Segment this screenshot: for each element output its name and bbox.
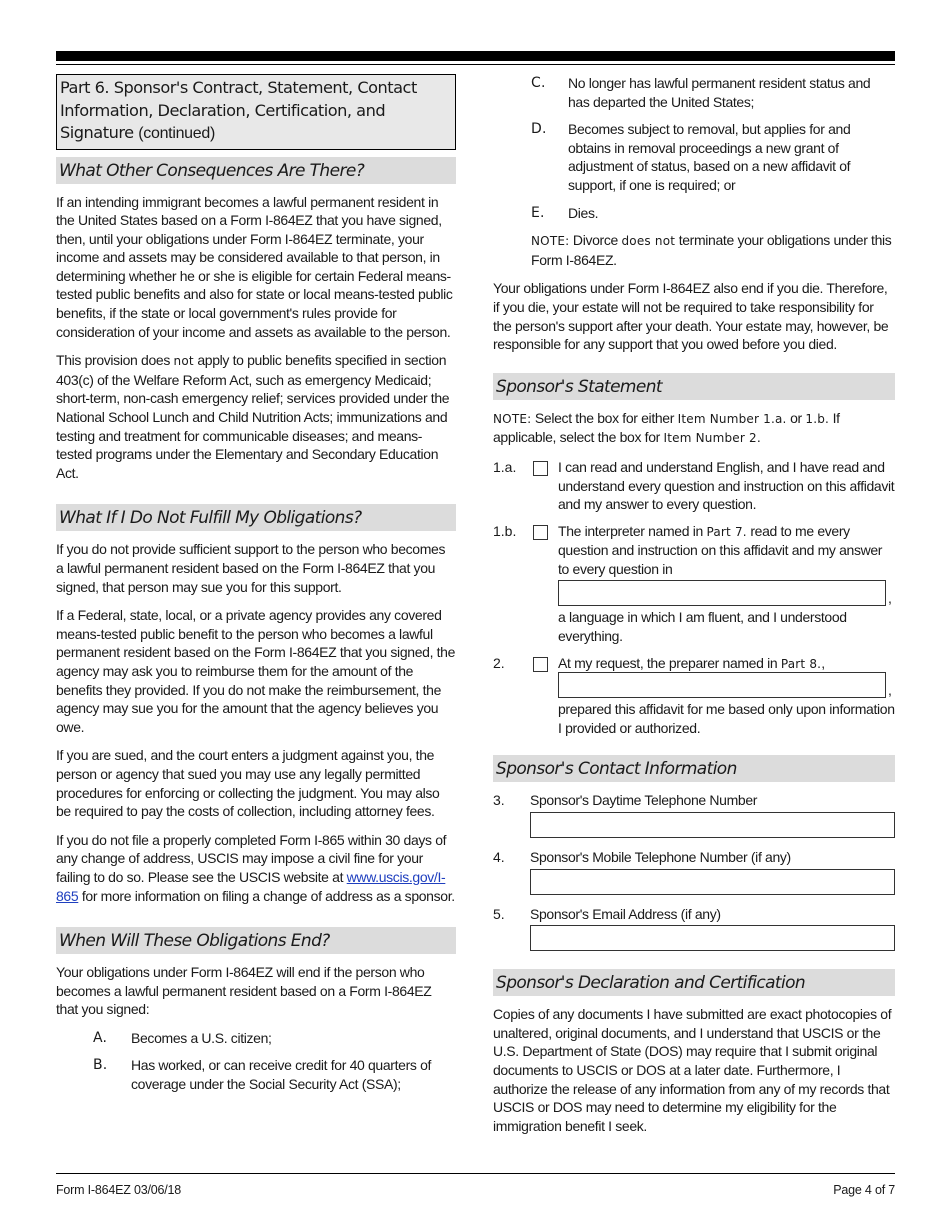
part-header-continued: (continued) (138, 125, 215, 142)
section-heading-end: When Will These Obligations End? (56, 927, 456, 954)
paragraph: If you are sued, and the court enters a judgment against you, the person or agency that sued you may use any legally permitted procedures for enforcing or collecting the judgment. You may also be required to pay the costs of collection, including attorney fees. (56, 747, 440, 820)
contact-item-3: 3. Sponsor's Daytime Telephone Number (493, 791, 895, 838)
footer-page-number: Page 4 of 7 (833, 1183, 895, 1197)
checkbox-2[interactable] (533, 657, 548, 672)
list-item: B. Has worked, or can receive credit for 40 quarters of coverage under the Social Security Act (SSA); (93, 1057, 432, 1093)
item-1a: 1.a. I can read and understand English, and I have read and understand every question and instruction on this affidavit and my answer to every question. (493, 458, 895, 513)
part-header-title: Part 6. Sponsor's Contract, Statement, Contact Information, Declaration, Certification, and Signature (60, 78, 417, 142)
note-divorce: NOTE: Divorce does not terminate your obligations under this Form I-864EZ. (531, 232, 892, 268)
paragraph: Your obligations under Form I-864EZ will end if the person who becomes a lawful permanent resident based on a Form I-864EZ that you signed: (56, 964, 432, 1018)
email-input[interactable] (530, 925, 895, 951)
paragraph: Copies of any documents I have submitted are exact photocopies of unaltered, original documents, and I understand that USCIS or the U.S. Department of State (DOS) may require that I submit original documents to USCIS or DOS at a later date. Furthermore, I authorize the release of any information from any of my records that USCIS or DOS may need to determine my eligibility for the immigration benefit I seek. (493, 1006, 892, 1134)
section-heading-statement: Sponsor's Statement (493, 373, 895, 400)
checkbox-1b[interactable] (533, 525, 548, 540)
section-heading-contact: Sponsor's Contact Information (493, 755, 895, 782)
daytime-phone-input[interactable] (530, 812, 895, 838)
footer-rule (56, 1173, 895, 1174)
paragraph: If you do not file a properly completed Form I-865 within 30 days of any change of address, USCIS may impose a civil fine for your failing to do so. Please see the USCIS website at www.uscis.gov/I-865 for more information on filing a change of address as a sponsor. (56, 831, 455, 904)
list-item: C. No longer has lawful permanent resident status and has departed the United States; (531, 75, 871, 110)
right-column (493, 74, 895, 1145)
section-heading-declaration: Sponsor's Declaration and Certification (493, 969, 895, 996)
mobile-phone-input[interactable] (530, 869, 895, 895)
item-1b: 1.b. The interpreter named in Part 7. read to me every question and instruction on this affidavit and my answer to every question in , a language in which I am fluent, and I understood everything. (493, 522, 892, 645)
statement-note: NOTE: Select the box for either Item Number 1.a. or 1.b. If applicable, select the box for Item Number 2. (493, 409, 840, 446)
left-column (56, 74, 456, 1103)
list-item: E. Dies. (531, 204, 599, 221)
paragraph: If an intending immigrant becomes a lawful permanent resident in the United States based on a Form I-864EZ that you have signed, then, until your obligations under Form I-864EZ terminate, your income and assets may be considered available to that person, in determining whether he or she is eligible for certain Federal means-tested public benefits and also for state or local means-tested public benefits, if the state or local government's rules provide for consideration of your income and assets as available to the person. (56, 193, 453, 340)
interpreter-language-input[interactable] (558, 580, 886, 606)
list-item: A. Becomes a U.S. citizen; (93, 1029, 272, 1046)
paragraph: If a Federal, state, local, or a private agency provides any covered means-tested public benefit to the person who becomes a lawful permanent resident based on the Form I-864EZ that you signed, the agency may ask you to reimburse them for the amount of the benefits they provided. If you do not make the reimbursement, the agency may sue you for the amount that the agency believes you owe. (56, 607, 456, 735)
top-rule-thick (56, 51, 895, 61)
top-rule-thin (56, 64, 895, 65)
preparer-name-input[interactable] (558, 672, 886, 698)
checkbox-1a[interactable] (533, 461, 548, 476)
part-header (56, 74, 456, 150)
item-2: 2. At my request, the preparer named in Part 8., , prepared this affidavit for me based only upon information I provided or authorized. (493, 654, 895, 736)
list-item: D. Becomes subject to removal, but applies for and obtains in removal proceedings a new grant of adjustment of status, based on a new affidavit of support, if one is required; or (531, 121, 851, 193)
section-heading-fulfill: What If I Do Not Fulfill My Obligations? (56, 504, 456, 531)
footer-form-id: Form I-864EZ 03/06/18 (56, 1183, 182, 1197)
section-heading-consequences: What Other Consequences Are There? (56, 157, 456, 184)
uscis-i865-link[interactable]: www.uscis.gov/I-865 (56, 868, 446, 904)
paragraph: If you do not provide sufficient support to the person who becomes a lawful permanent resident based on the Form I-864EZ that you signed, that person may sue you for this support. (56, 541, 446, 595)
paragraph: Your obligations under Form I-864EZ also end if you die. Therefore, if you die, your estate will not be required to take responsibility for the person's support after your death. Your estate may, however, be responsible for any support that you owed before you died. (493, 280, 889, 353)
contact-item-5: 5. Sponsor's Email Address (if any) (493, 905, 895, 952)
paragraph: This provision does not apply to public benefits specified in section 403(c) of the Welfare Reform Act, such as emergency Medicaid; short-term, non-cash emergency relief; services provided under the National School Lunch and Child Nutrition Acts; immunizations and testing and treatment for communicable diseases; and means-tested programs under the Elementary and Secondary Education Act. (56, 352, 450, 481)
contact-item-4: 4. Sponsor's Mobile Telephone Number (if any) (493, 848, 895, 895)
